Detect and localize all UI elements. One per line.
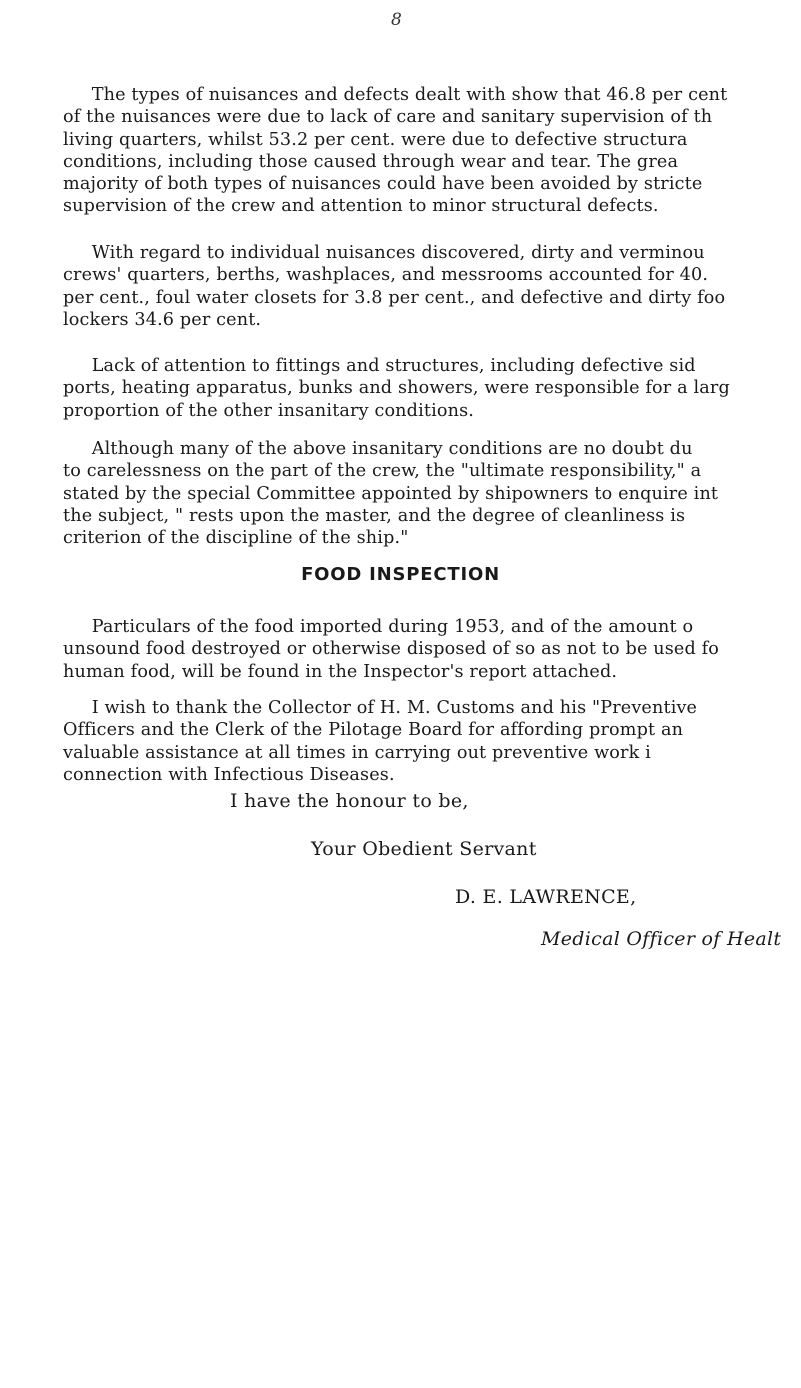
paragraph-nuisance-types (63, 84, 801, 218)
text-line: per cent., foul water closets for 3.8 per cent., and defective and dirty foo (63, 287, 726, 308)
text-line: proportion of the other insanitary conditions. (63, 400, 474, 421)
paragraph-individual-nuisances (63, 242, 801, 331)
text-line: unsound food destroyed or otherwise disposed of so as not to be used fo (63, 639, 720, 660)
text-line: Particulars of the food imported during 1953, and of the amount o (63, 617, 694, 637)
section-heading: FOOD INSPECTION (301, 564, 500, 585)
text-line: living quarters, whilst 53.2 per cent. were due to defective structura (63, 129, 688, 150)
paragraph-food-particulars (63, 616, 801, 683)
paragraph-responsibility (63, 438, 801, 549)
paragraph-thanks (63, 697, 801, 786)
text-line: the subject, " rests upon the master, and the degree of cleanliness is (63, 505, 686, 526)
text-line: lockers 34.6 per cent. (63, 309, 262, 330)
text-line: to carelessness on the part of the crew, the "ultimate responsibility," a (63, 461, 702, 482)
text-line: of the nuisances were due to lack of care and sanitary supervision of th (63, 107, 713, 128)
text-line: crews' quarters, berths, washplaces, and messrooms accounted for 40. (63, 265, 709, 286)
text-line: stated by the special Committee appointed by shipowners to enquire int (63, 483, 719, 504)
closing-honour: I have the honour to be, (230, 790, 469, 812)
page-number: 8 (391, 10, 402, 30)
text-line: conditions, including those caused through wear and tear. The grea (63, 151, 679, 172)
text-line: criterion of the discipline of the ship." (63, 528, 409, 549)
text-line: connection with Infectious Diseases. (63, 764, 395, 785)
text-line: ports, heating apparatus, bunks and showers, were responsible for a larg (63, 378, 730, 399)
text-line: Although many of the above insanitary conditions are no doubt du (63, 439, 693, 459)
paragraph-fittings (63, 355, 801, 422)
text-line: majority of both types of nuisances could have been avoided by stricte (63, 174, 703, 195)
signature-title: Medical Officer of Healt (541, 928, 782, 950)
text-line: I wish to thank the Collector of H. M. Customs and his "Preventive (63, 698, 698, 718)
text-line: human food, will be found in the Inspector's report attached. (63, 661, 618, 682)
text-line: Lack of attention to fittings and structures, including defective sid (63, 356, 696, 376)
text-line: valuable assistance at all times in carrying out preventive work i (63, 742, 651, 763)
closing-servant: Your Obedient Servant (311, 838, 537, 860)
text-line: supervision of the crew and attention to minor structural defects. (63, 196, 659, 217)
text-line: Officers and the Clerk of the Pilotage Board for affording prompt an (63, 720, 684, 741)
signature-name: D. E. LAWRENCE, (455, 886, 637, 908)
text-line: The types of nuisances and defects dealt with show that 46.8 per cent (63, 85, 728, 105)
text-line: With regard to individual nuisances discovered, dirty and verminou (63, 243, 705, 263)
